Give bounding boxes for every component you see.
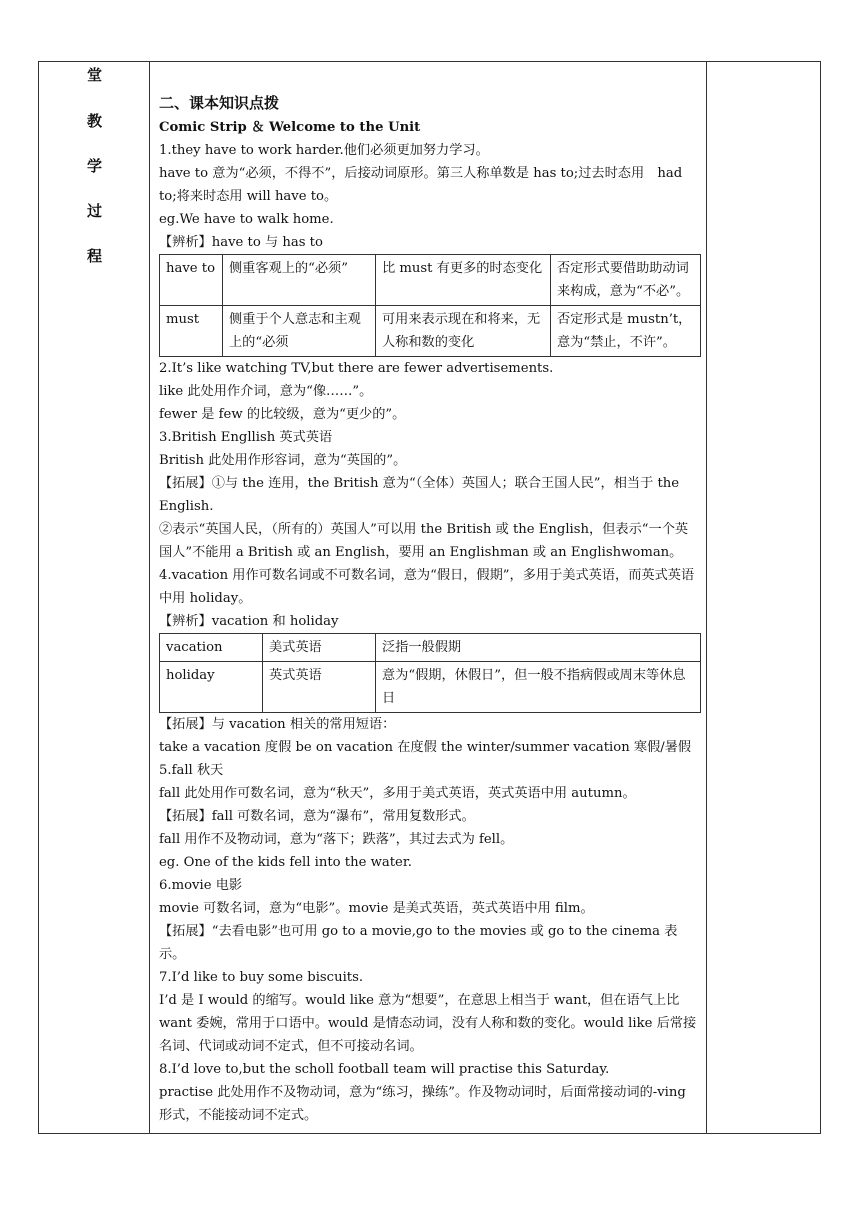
table-row: [160, 662, 701, 713]
paragraph: 【拓展】fall 可数名词，意为“瀑布”，常用复数形式。: [159, 809, 475, 824]
comparison-table-have-to-must: [159, 254, 701, 357]
paragraph: 6.movie 电影: [159, 878, 243, 893]
table-cell: 侧重客观上的“必须”: [223, 255, 376, 306]
column-char: 学: [86, 157, 102, 175]
table-cell: holiday: [160, 662, 263, 713]
paragraph: 【拓展】与 vacation 相关的常用短语：: [159, 717, 396, 732]
table-row: [160, 634, 701, 662]
paragraph: 1.they have to work harder.他们必须更加努力学习。: [159, 143, 489, 158]
table-row: [160, 255, 701, 306]
column-char: 过: [86, 202, 102, 220]
paragraph: practise 此处用作不及物动词，意为“练习，操练”。作及物动词时，后面常接动词的-ving 形式，不能接动词不定式。: [159, 1085, 686, 1123]
paragraph: like 此处用作介词，意为“像……”。: [159, 384, 373, 399]
paragraph: ②表示“英国人民，（所有的）英国人”可以用 the British 或 the English，但表示“一个英国人”不能用 a British 或 an English，要用 an Englishman 或 an Englishwoman。: [159, 522, 689, 560]
paragraph: fall 用作不及物动词，意为“落下；跌落”，其过去式为 fell。: [159, 832, 514, 847]
column-char: 堂: [86, 66, 102, 84]
column-char: 程: [86, 247, 102, 265]
table-cell: 英式英语: [263, 662, 376, 713]
table-cell: 比 must 有更多的时态变化: [376, 255, 551, 306]
paragraph: 【拓展】“去看电影”也可用 go to a movie,go to the movies 或 go to the cinema 表示。: [159, 924, 678, 962]
paragraph: 8.I’d love to,but the scholl football team will practise this Saturday.: [159, 1062, 610, 1077]
paragraph: movie 可数名词，意为“电影”。movie 是美式英语，英式英语中用 film。: [159, 901, 594, 916]
paragraph: British 此处用作形容词，意为“英国的”。: [159, 453, 407, 468]
comparison-table-vacation-holiday: [159, 633, 701, 713]
lesson-frame: [38, 61, 821, 1134]
content-area: [159, 91, 701, 1127]
table-cell: 可用来表示现在和将来，无人称和数的变化: [376, 306, 551, 357]
paragraph: 2.It’s like watching TV,but there are fewer advertisements.: [159, 361, 554, 376]
table-cell: 泛指一般假期: [376, 634, 701, 662]
left-label-column: [39, 62, 150, 1133]
table-cell: 侧重于个人意志和主观上的“必须: [223, 306, 376, 357]
paragraph: take a vacation 度假 be on vacation 在度假 the winter/summer vacation 寒假/暑假: [159, 740, 692, 755]
table-cell: vacation: [160, 634, 263, 662]
paragraph: 4.vacation 用作可数名词或不可数名词，意为“假日，假期”，多用于美式英语，而英式英语中用 holiday。: [159, 568, 695, 606]
paragraph: eg.We have to walk home.: [159, 212, 334, 227]
paragraph: have to 意为“必须，不得不”，后接动词原形。第三人称单数是 has to;过去时态用 had to;将来时态用 will have to。: [159, 166, 683, 204]
unit-heading: Comic Strip ＆ Welcome to the Unit: [159, 120, 421, 135]
paragraph: eg. One of the kids fell into the water.: [159, 855, 412, 870]
table-row: [160, 306, 701, 357]
paragraph: 5.fall 秋天: [159, 763, 224, 778]
paragraph: 【辨析】have to 与 has to: [159, 235, 323, 250]
paragraph: 7.I’d like to buy some biscuits.: [159, 970, 364, 985]
column-char: 教: [86, 112, 102, 130]
table-cell: 美式英语: [263, 634, 376, 662]
paragraph: 【拓展】①与 the 连用，the British 意为“（全体）英国人；联合王国人民”，相当于 the English.: [159, 476, 680, 514]
right-column-divider: [706, 62, 707, 1133]
table-cell: have to: [160, 255, 223, 306]
paragraph: I’d 是 I would 的缩写。would like 意为“想要”，在意思上相当于 want，但在语气上比 want 委婉，常用于口语中。would 是情态动词，没有人称和数的变化。would like 后常接名词、代词或动词不定式，但不可接动名词。: [159, 993, 697, 1054]
paragraph: fall 此处用作可数名词，意为“秋天”，多用于美式英语，英式英语中用 autumn。: [159, 786, 636, 801]
table-cell: 否定形式要借助助动词来构成，意为“不必”。: [551, 255, 701, 306]
table-cell: must: [160, 306, 223, 357]
paragraph: 3.British Engllish 英式英语: [159, 430, 333, 445]
paragraph: fewer 是 few 的比较级，意为“更少的”。: [159, 407, 406, 422]
paragraph: 【辨析】vacation 和 holiday: [159, 614, 339, 629]
section-title: 二、课本知识点拨: [159, 94, 280, 112]
table-cell: 否定形式是 mustn’t，意为“禁止，不许”。: [551, 306, 701, 357]
table-cell: 意为“假期，休假日”，但一般不指病假或周末等休息日: [376, 662, 701, 713]
